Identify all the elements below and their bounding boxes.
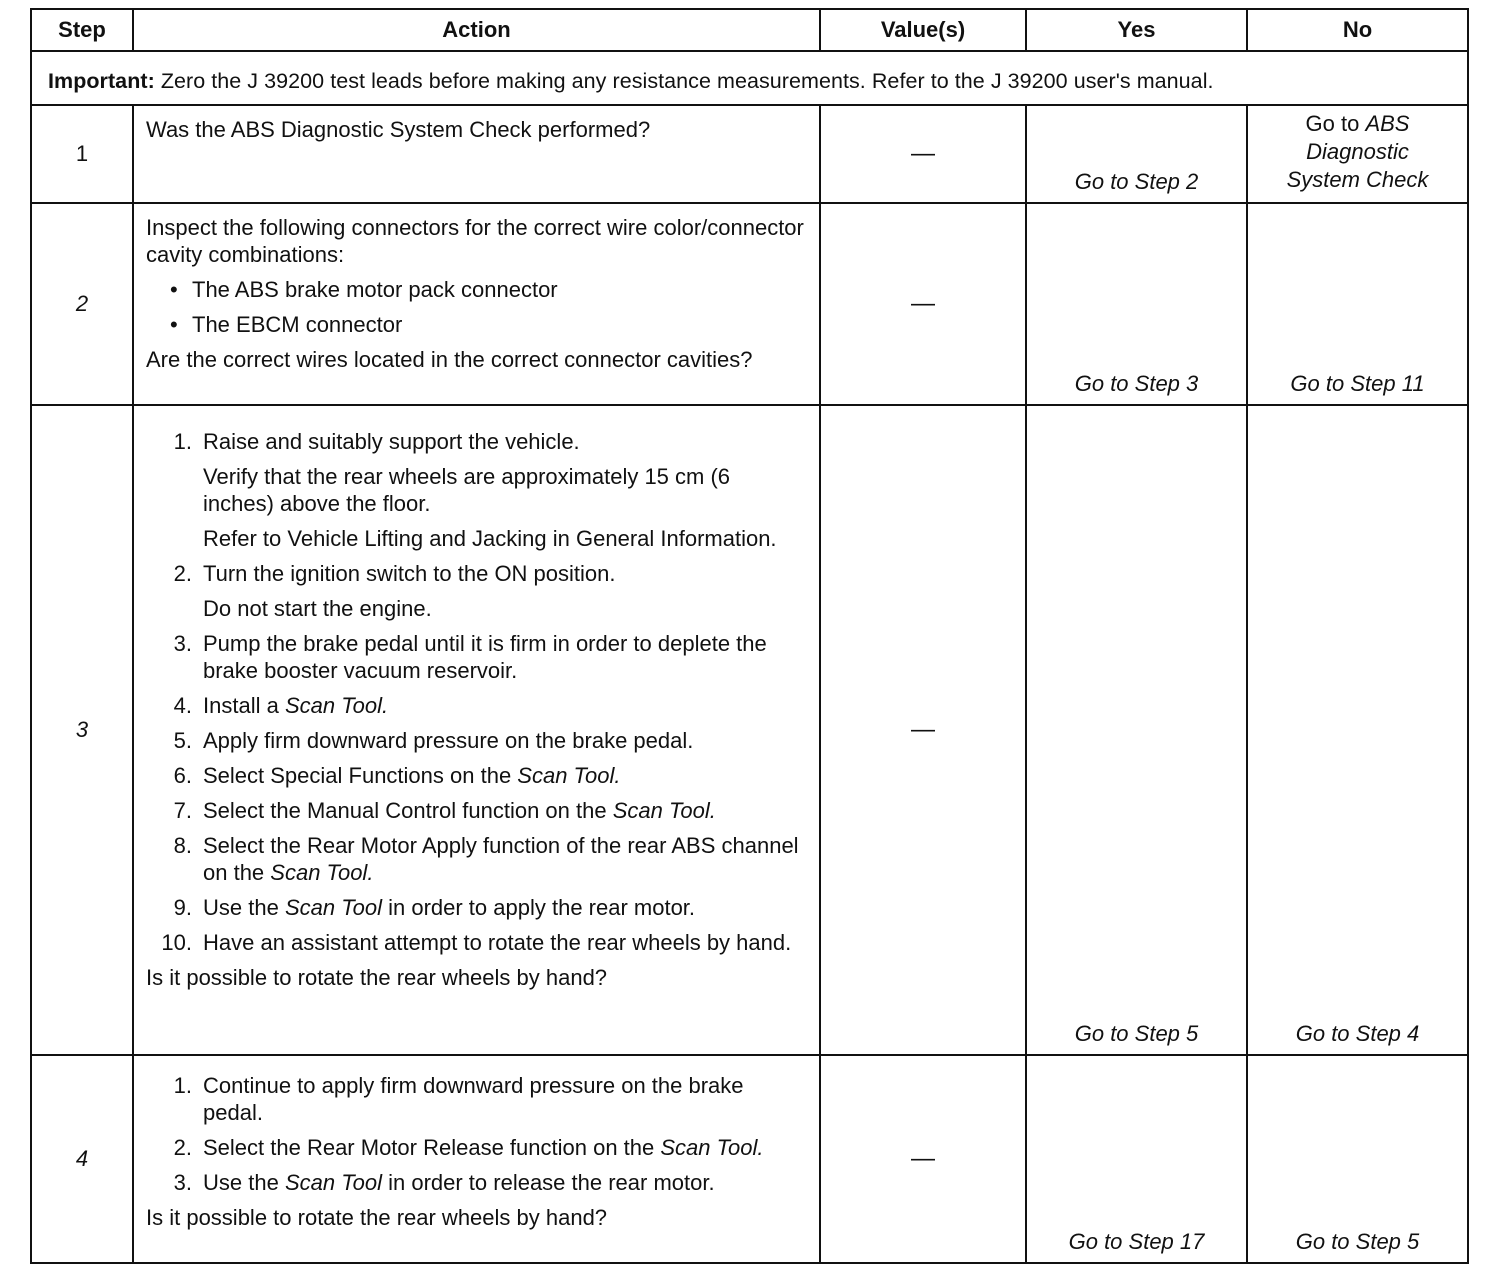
scan-tool-term: Scan Tool	[284, 693, 382, 718]
step-number: 4	[31, 1055, 133, 1263]
bullet-text: The ABS brake motor pack connector	[192, 277, 558, 302]
value-cell: —	[820, 1055, 1026, 1263]
scan-tool-term: Scan Tool	[660, 1135, 758, 1160]
procedure-list	[146, 428, 805, 956]
item-number: 2.	[173, 1135, 192, 1160]
item-text-pre: Use the	[203, 1170, 285, 1195]
item-subtext: Refer to Vehicle Lifting and Jacking in General Information.	[203, 526, 777, 551]
no-prefix: Go to	[1305, 111, 1366, 136]
no-cell: Go to Step 5	[1247, 1055, 1468, 1263]
table-row	[31, 405, 1468, 1055]
important-note-row	[31, 51, 1468, 105]
bullet-item	[146, 276, 805, 303]
procedure-item	[146, 692, 805, 719]
yes-cell: Go to Step 3	[1026, 203, 1247, 405]
value-cell: —	[820, 105, 1026, 203]
item-text-post: in order to apply the rear motor.	[381, 895, 696, 920]
table-row	[31, 105, 1468, 203]
item-text-post: .	[757, 1135, 764, 1160]
item-text: Have an assistant attempt to rotate the rear wheels by hand.	[203, 930, 792, 955]
action-cell	[133, 105, 820, 203]
procedure-item	[146, 560, 805, 622]
action-text: Was the ABS Diagnostic System Check performed?	[146, 117, 651, 142]
item-subtext: Verify that the rear wheels are approximately 15 cm (6 inches) above the floor.	[203, 464, 731, 516]
procedure-item	[146, 762, 805, 789]
item-text-post: .	[614, 763, 621, 788]
item-number: 8.	[173, 833, 192, 858]
procedure-item	[146, 727, 805, 754]
procedure-item	[146, 929, 805, 956]
scan-tool-term: Scan Tool	[284, 1170, 382, 1195]
item-text-pre: Install a	[203, 693, 285, 718]
header-values: Value(s)	[820, 9, 1026, 51]
procedure-item	[146, 1072, 805, 1126]
bullet-dot: •	[170, 277, 178, 302]
procedure-item	[146, 428, 805, 552]
value-cell: —	[820, 203, 1026, 405]
no-cell: Go to Step 11	[1247, 203, 1468, 405]
item-text-post: .	[709, 798, 716, 823]
no-link-line3: System Check	[1286, 167, 1429, 192]
item-text: Pump the brake pedal until it is firm in order to deplete the brake booster vacuum reservoir.	[203, 631, 767, 683]
no-cell	[1247, 105, 1468, 203]
procedure-item	[146, 797, 805, 824]
table-row	[31, 203, 1468, 405]
bullet-item	[146, 311, 805, 338]
procedure-list	[146, 1072, 805, 1196]
item-number: 3.	[173, 1170, 192, 1195]
bullet-text: The EBCM connector	[192, 312, 403, 337]
scan-tool-term: Scan Tool	[517, 763, 615, 788]
header-step: Step	[31, 9, 133, 51]
item-number: 5.	[173, 728, 192, 753]
procedure-item	[146, 832, 805, 886]
header-action: Action	[133, 9, 820, 51]
item-text-pre: Select the Rear Motor Apply function of the rear ABS channel on the	[203, 833, 799, 885]
item-number: 10.	[161, 930, 192, 955]
item-text-post: in order to release the rear motor.	[381, 1170, 715, 1195]
item-text-pre: Select the Manual Control function on the	[203, 798, 613, 823]
item-text-post: .	[367, 860, 374, 885]
item-number: 4.	[173, 693, 192, 718]
item-number: 1.	[173, 1073, 192, 1098]
item-number: 7.	[173, 798, 192, 823]
item-text: Continue to apply firm downward pressure on the brake pedal.	[203, 1073, 744, 1125]
item-text-pre: Use the	[203, 895, 285, 920]
yes-cell: Go to Step 2	[1026, 105, 1247, 203]
yes-cell: Go to Step 17	[1026, 1055, 1247, 1263]
procedure-item	[146, 1134, 805, 1161]
item-text-pre: Select Special Functions on the	[203, 763, 518, 788]
no-link-line2: Diagnostic	[1306, 139, 1409, 164]
step-number: 1	[31, 105, 133, 203]
action-question: Are the correct wires located in the correct connector cavities?	[146, 347, 753, 372]
item-number: 2.	[173, 561, 192, 586]
header-yes: Yes	[1026, 9, 1247, 51]
item-number: 3.	[173, 631, 192, 656]
header-row	[31, 9, 1468, 51]
table-row	[31, 1055, 1468, 1263]
action-cell	[133, 1055, 820, 1263]
step-number: 2	[31, 203, 133, 405]
bullet-dot: •	[170, 312, 178, 337]
item-number: 1.	[173, 429, 192, 454]
item-text: Turn the ignition switch to the ON position.	[203, 561, 616, 586]
item-text-pre: Select the Rear Motor Release function on the	[203, 1135, 661, 1160]
value-cell: —	[820, 405, 1026, 1055]
important-note	[31, 51, 1468, 105]
action-cell	[133, 203, 820, 405]
no-link-line1: ABS	[1365, 111, 1410, 136]
item-number: 9.	[173, 895, 192, 920]
item-subtext: Do not start the engine.	[203, 596, 432, 621]
action-cell	[133, 405, 820, 1055]
item-text: Raise and suitably support the vehicle.	[203, 429, 580, 454]
item-text-post: .	[381, 693, 389, 718]
action-intro: Inspect the following connectors for the correct wire color/connector cavity combinations:	[146, 215, 804, 267]
item-number: 6.	[173, 763, 192, 788]
no-cell: Go to Step 4	[1247, 405, 1468, 1055]
important-text: Zero the J 39200 test leads before making any resistance measurements. Refer to the J 39200 user's manual.	[154, 68, 1214, 93]
procedure-item	[146, 894, 805, 921]
scan-tool-term: Scan Tool	[284, 895, 382, 920]
important-label: Important:	[48, 68, 155, 93]
action-question: Is it possible to rotate the rear wheels by hand?	[146, 1205, 608, 1230]
header-no: No	[1247, 9, 1468, 51]
diagnostic-table	[30, 8, 1469, 1264]
procedure-item	[146, 1169, 805, 1196]
scan-tool-term: Scan Tool	[612, 798, 710, 823]
action-question: Is it possible to rotate the rear wheels by hand?	[146, 965, 608, 990]
scan-tool-term: Scan Tool	[270, 860, 368, 885]
yes-cell: Go to Step 5	[1026, 405, 1247, 1055]
step-number: 3	[31, 405, 133, 1055]
item-text: Apply firm downward pressure on the brake pedal.	[203, 728, 694, 753]
procedure-item	[146, 630, 805, 684]
